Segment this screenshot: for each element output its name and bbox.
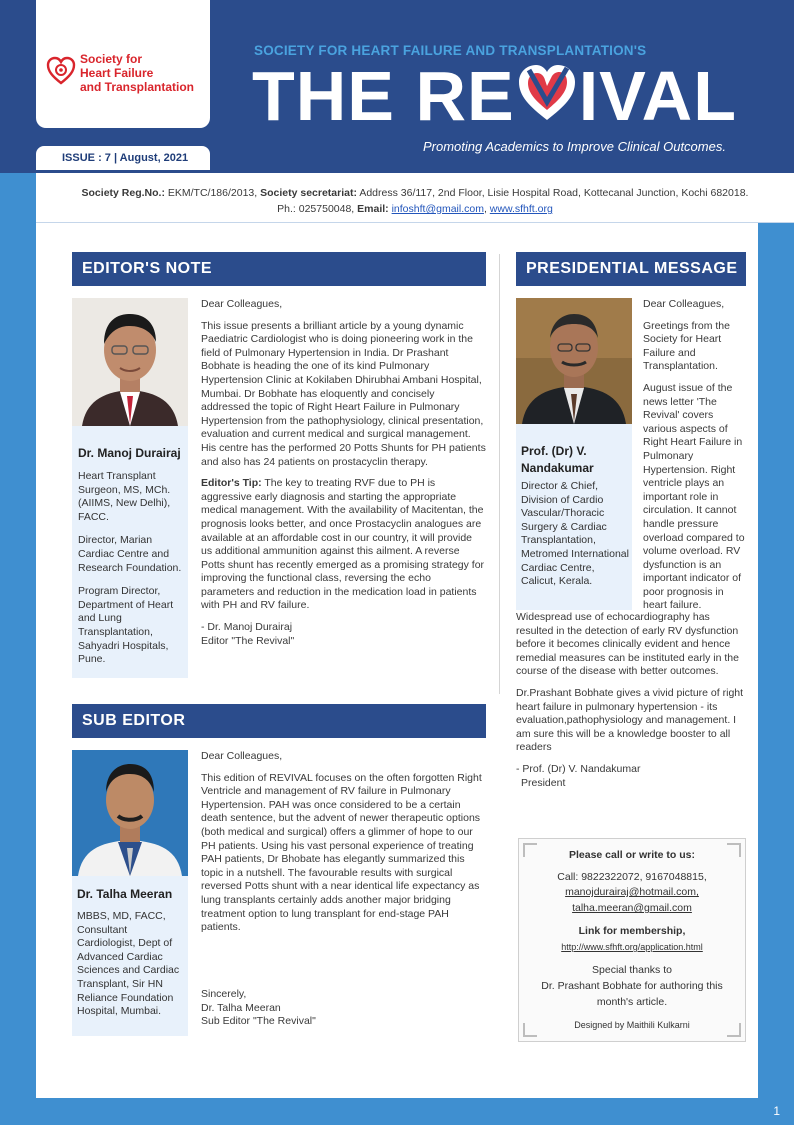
logo-line-2: Heart Failure (80, 66, 154, 80)
president-signature: - Prof. (Dr) V. Nandakumar (516, 762, 641, 775)
editor-bio-line-3: Program Director, Department of Heart and Lung Transplantation, Sahyadri Hospitals, Pune. (78, 585, 174, 666)
editor-tip-label: Editor's Tip: (201, 477, 262, 490)
editor-paragraph: This issue presents a brilliant article by a young dynamic Paediatric Cardiologist who is doing pioneering work in the field of Pulmonary Hypertension in India. Dr Prashant Bobhate is heading the one of its kind Pulmonary Hypertension Clinic at Kokilaben Dhirubhai Ambani Hospital, Mumbai. Dr Bobhate has eloquently and concisely addressed the topic of Right Heart Failure in Pulmonary Hypertension from the pathophysiology, clinical presentation, evaluation and current medical and surgical management. His centre has the performed 20 Potts Shunts for PH patients and also has 24 patients on prostacyclin therapy. (201, 319, 486, 468)
column-divider (499, 254, 500, 694)
contact-heading: Please call or write to us: (568, 849, 696, 861)
logo-text (80, 52, 194, 94)
separator: , (483, 203, 490, 215)
logo-box (36, 0, 210, 128)
sub-editor-signoff (201, 988, 486, 1029)
email-link[interactable]: infoshft@gmail.com (391, 203, 484, 215)
editors-note-heading: EDITOR'S NOTE (72, 252, 486, 286)
president-name-line-2: Nandakumar (521, 461, 594, 475)
footer-band (0, 1098, 794, 1125)
page-number: 1 (773, 1104, 780, 1118)
president-name-line-1: Prof. (Dr) V. (521, 444, 587, 458)
title-left: THE RE (252, 57, 515, 135)
phone-text: Ph.: 025750048, (277, 203, 358, 215)
presidential-message-heading: PRESIDENTIAL MESSAGE (516, 252, 746, 286)
editor-signature: - Dr. Manoj Durairaj (201, 621, 293, 634)
president-paragraph-4: Dr.Prashant Bobhate gives a vivid picture of right heart failure in pulmonary hypertension - its evaluation,pathophysiology and management. I am sure this will be a knowledge booster to all readers (516, 686, 744, 754)
thanks-line-1: Special thanks to (592, 964, 672, 976)
president-paragraph-1: Greetings from the Society for Heart Failure and Transplantation. (643, 319, 730, 373)
membership-heading: Link for membership, (578, 925, 686, 937)
secretariat-label: Society secretariat: (260, 187, 357, 199)
contact-email-1[interactable]: manojdurairaj@hotmail.com, (565, 886, 699, 898)
president-bio: Director & Chief, Division of Cardio Vascular/Thoracic Surgery & Cardiac Transplantation, Metromed International Cardiac Centre, Calicut, Kerala. (521, 480, 629, 588)
editor-tip-text: The key to treating RVF due to PH is aggressive early diagnosis and starting the appropriate medical management. With the availability of Macitentan, the prognosis looks better, and once Prostacyclin analogues are available at an affordable cost in our country, it will provide us additional ammunition against this ailment. A reverse Potts shunt has recently emerged as a promising strategy for improving the functional class, reversing the echo parameters and reduction in the medication load in patients with PH and RV failure. (201, 477, 485, 612)
editor-bio (78, 470, 182, 677)
society-title: SOCIETY FOR HEART FAILURE AND TRANSPLANTATION'S (254, 43, 647, 58)
editor-bio-line-2: Director, Marian Cardiac Centre and Research Foundation. (78, 534, 182, 574)
logo-line-3: and Transplantation (80, 80, 195, 94)
tagline: Promoting Academics to Improve Clinical Outcomes. (423, 139, 726, 154)
website-link[interactable]: www.sfhft.org (489, 203, 553, 215)
president-photo (516, 298, 632, 424)
issue-label: ISSUE : 7 | August, 2021 (62, 152, 189, 164)
sub-editor-portrait (72, 750, 188, 876)
president-paragraph-3: Widespread use of echocardiography has resulted in the detection of early RV dysfunction before it becomes clinically evident and hence remedial measures can be instituted early in the course of the disease with better outcomes. (516, 611, 739, 678)
registration-bar (36, 173, 794, 223)
reg-value: EKM/TC/186/2013, (164, 187, 261, 199)
editor-photo (72, 298, 188, 426)
issue-box (36, 146, 210, 170)
sub-editor-sign-1: Sincerely, (201, 988, 247, 1000)
newsletter-title (252, 57, 737, 135)
editor-bio-line-1: Heart Transplant Surgeon, MS, MCh. (AIIMS, New Delhi), FACC. (78, 470, 171, 523)
editor-portrait (72, 298, 188, 426)
sub-editor-name: Dr. Talha Meeran (77, 887, 173, 901)
contact-phone: Call: 9822322072, 9167048815, (557, 871, 707, 883)
thanks-line-3: month's article. (596, 996, 668, 1008)
sub-editor-bio: MBBS, MD, FACC, Consultant Cardiologist, Dept of Advanced Cardiac Sciences and Cardiac Transplant, Sir HN Reliance Foundation Hospital, Mumbai. (77, 910, 180, 1018)
designer-credit: Designed by Maithili Kulkarni (574, 1020, 690, 1030)
secretariat-address: Address 36/117, 2nd Floor, Lisie Hospital Road, Kottecanal Junction, Kochi 682018. (356, 187, 749, 199)
sub-editor-paragraph: This edition of REVIVAL focuses on the often forgotten Right Ventricle and management of RV failure in Pulmonary Hypertension. PAH was once considered to be a certain death sentence, but the advent of newer therapeutic options (both medical and surgical) offers a glimmer of hope to our PH patients. Using his vast personal experience of treating PAH patients, Dr Bhobate has elegantly summarized this topic in a nutshell. The favourable results with surgical reversed Potts shunt with a near identical life expectancy as lung transplants certainly adds another major bridging treatment option to lung transplant for end-stage PAH patients. (201, 771, 482, 934)
sub-editor-sign-3: Sub Editor "The Revival" (201, 1015, 316, 1028)
president-signature-title: President (521, 776, 566, 789)
editor-signature-title: Editor "The Revival" (201, 634, 295, 647)
membership-link[interactable]: http://www.sfhft.org/application.html (561, 942, 703, 952)
heart-icon (515, 62, 579, 124)
thanks-line-2: Dr. Prashant Bobhate for authoring this (541, 980, 723, 992)
editor-tip (201, 477, 486, 613)
sub-editor-body (201, 750, 486, 943)
sub-editor-photo (72, 750, 188, 876)
president-message-body (516, 611, 746, 798)
contact-box (518, 838, 746, 1042)
president-message-column (643, 298, 747, 621)
society-logo-icon (46, 56, 76, 86)
contact-line (36, 203, 794, 215)
editor-name: Dr. Manoj Durairaj (78, 446, 181, 460)
contact-email-2[interactable]: talha.meeran@gmail.com (572, 902, 692, 914)
email-label: Email: (357, 203, 392, 215)
sub-editor-sign-2: Dr. Talha Meeran (201, 1001, 281, 1014)
reg-label: Society Reg.No.: (81, 187, 165, 199)
sub-editor-greeting: Dear Colleagues, (201, 750, 283, 762)
president-greeting: Dear Colleagues, (643, 298, 725, 310)
left-stripe (0, 173, 36, 1125)
logo-line-1: Society for (80, 52, 143, 66)
registration-line (36, 187, 794, 199)
editor-greeting: Dear Colleagues, (201, 298, 283, 310)
title-right: IVAL (578, 57, 737, 135)
president-portrait (516, 298, 632, 424)
right-stripe (758, 222, 794, 972)
president-paragraph-2: August issue of the news letter 'The Revival' covers various aspects of Right Heart Failure in Pulmonary Hypertension. Right ventricle plays an important role in circulation. It cannot handle pressure overload compared to volume overload. RV dysfunction is an important indicator of poor prognosis in heart failure. (643, 381, 745, 612)
sub-editor-heading: SUB EDITOR (72, 704, 486, 738)
president-name (521, 443, 594, 477)
editor-note-body (201, 298, 486, 656)
